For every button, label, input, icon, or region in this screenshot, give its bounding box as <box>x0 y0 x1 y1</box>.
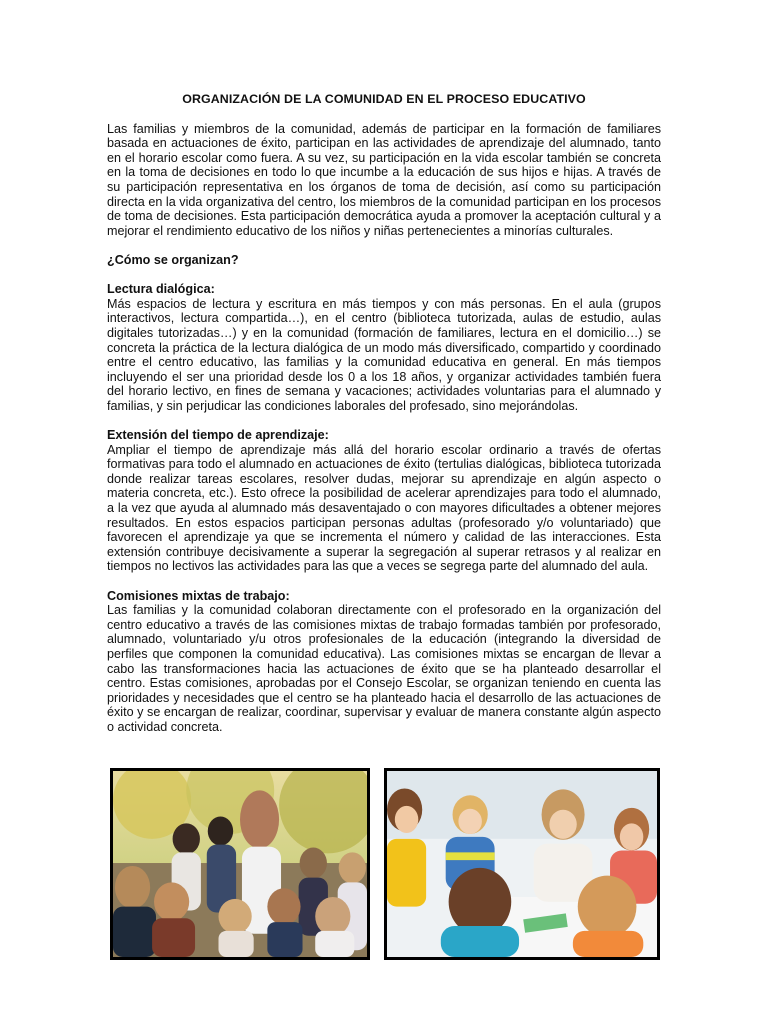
section-heading-comisiones: Comisiones mixtas de trabajo: <box>107 588 290 603</box>
document-title: ORGANIZACIÓN DE LA COMUNIDAD EN EL PROCESO EDUCATIVO <box>182 92 586 106</box>
photo-classroom-group <box>384 768 660 960</box>
section-body-extension: Ampliar el tiempo de aprendizaje más allá del horario escolar ordinario a través de ofertas formativas para todo el alumnado en actuaciones de éxito (tertulias dialógicas, biblioteca tutorizada donde realizar tareas escolares, resolver dudas, mejorar su aprendizaje en algún aspecto o materia concreta, etc.). Esto ofrece la posibilidad de acelerar aprendizajes para todo el alumnado, a la vez que ayuda al alumnado más desaventajado o con mayores dificultades a obtener mejores resultados. En estos espacios participan personas adultas (profesorado y/o voluntariado) que favorecen el aprendizaje ya que se incrementa el número y calidad de las interacciones. Esta extensión contribuye decisivamente a superar la segregación al superar retrasos y al realizar en tiempos no lectivos las actividades para las que a veces se segrega parte del alumnado del aula. <box>107 442 661 574</box>
document-page <box>107 92 661 735</box>
photo-row <box>110 768 660 960</box>
section-body-comisiones: Las familias y la comunidad colaboran directamente con el profesorado en la organización del centro educativo a través de las comisiones mixtas de trabajo formadas también por profesorado, alumnado, voluntariado y/u otros profesionales de la educación (integrando la diversidad de perfiles que componen la comunidad educativa). Las comisiones mixtas se encargan de llevar a cabo las transformaciones hacia las actuaciones de éxito que se ha planteado desarrollar el centro. Estas comisiones, aprobadas por el Consejo Escolar, se organizan teniendo en cuenta las prioridades y necesidades que el centro se ha planteado hacia el desarrollo de las actuaciones de éxito y se encargan de realizar, coordinar, supervisar y evaluar de manera constante algún aspecto o actividad concreta. <box>107 603 661 734</box>
intro-paragraph: Las familias y miembros de la comunidad, además de participar en la formación de familiares basada en actuaciones de éxito, participan en las actividades de aprendizaje del alumnado, tanto en el horario escolar como fuera. A su vez, su participación en la vida escolar también se concreta en la toma de decisiones en todo lo que incumbe a la educación de sus hijos e hijas. A través de su participación representativa en los órganos de toma de decisión, así como su participación directa en la vida organizativa del centro, los miembros de la comunidad participan en los procesos de toma de decisiones. Esta participación democrática ayuda a promover la aceptación cultural y a mejorar el rendimiento educativo de los niños y niñas pertenecientes a minorías culturales. <box>107 121 661 238</box>
photo-community-gathering <box>110 768 370 960</box>
section-heading-lectura: Lectura dialógica: <box>107 282 215 297</box>
question-heading: ¿Cómo se organizan? <box>107 252 239 267</box>
section-heading-extension: Extensión del tiempo de aprendizaje: <box>107 428 329 443</box>
section-body-lectura: Más espacios de lectura y escritura en más tiempos y con más personas. En el aula (grupos interactivos, lectura compartida…), en el centro (biblioteca tutorizada, aulas de estudio, aulas digitales tutorizadas…) y en la comunidad (formación de familiares, lectura en el domicilio…) se concreta la práctica de la lectura dialógica de un modo más diversificado, compartido y coordinado entre el centro educativo, las familias y la comunidad educativa en general. En más tiempos incluyendo el ser una prioridad desde los 0 a los 18 años, y organizar actividades también fuera del horario lectivo, en fines de semana y vacaciones; actividades voluntarias para el alumnado y familias, y sin perjudicar las condiciones laborales del profesado, sino mejorándolas. <box>107 296 661 413</box>
